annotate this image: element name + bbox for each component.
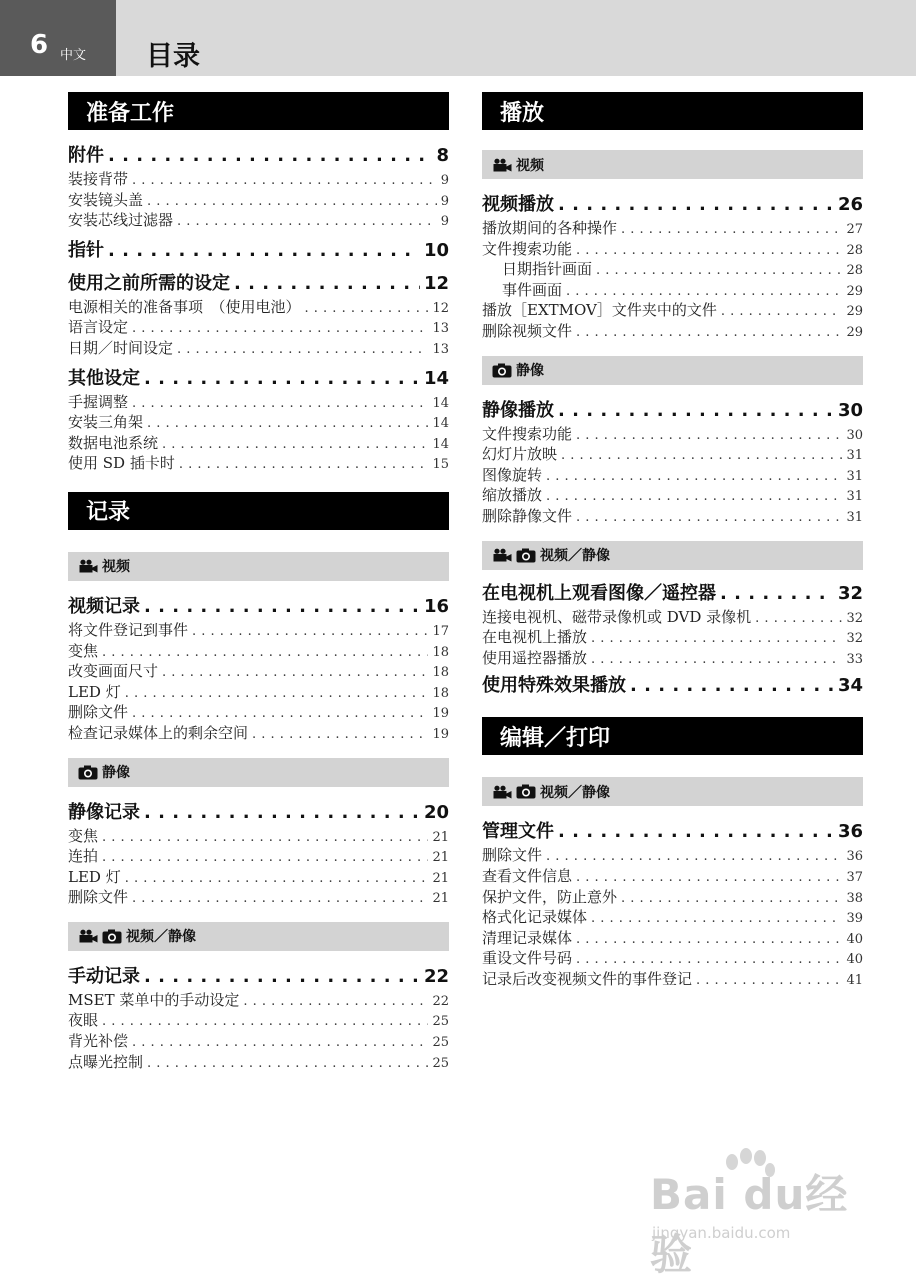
toc-subentry[interactable]: LED 灯 . . . 18 — [68, 682, 449, 703]
toc-subentry[interactable]: 在电视机上播放 . . . 32 — [482, 627, 863, 648]
toc-subentry[interactable]: 记录后改变视频文件的事件登记 . . . 41 — [482, 969, 863, 990]
toc-subentry[interactable]: 变焦 . . . 18 — [68, 641, 449, 662]
toc-subentry[interactable]: 将文件登记到事件 . . . 17 — [68, 620, 449, 641]
video-camera-icon — [78, 929, 98, 943]
still-camera-icon — [516, 548, 536, 563]
page-title: 目录 — [146, 41, 200, 72]
toc-subentry[interactable]: 图像旋转 . . . 31 — [482, 465, 863, 486]
section-record — [68, 492, 449, 530]
subsection-video: 视频 — [68, 552, 449, 581]
toc-subentry[interactable]: 点曝光控制 . . . 25 — [68, 1052, 449, 1073]
toc-subentry[interactable]: 清理记录媒体 . . . 40 — [482, 928, 863, 949]
left-column — [68, 92, 449, 1072]
toc-entry-other-settings[interactable]: 其他设定 . . . 14 — [68, 365, 449, 392]
toc-subentry[interactable]: 检查记录媒体上的剩余空间 . . . 19 — [68, 723, 449, 744]
section-prep — [68, 92, 449, 130]
section-title: 记录 — [86, 500, 131, 526]
still-camera-icon — [492, 363, 512, 378]
toc-subentry[interactable]: 连接电视机、磁带录像机或 DVD 录像机 . . . 32 — [482, 607, 863, 628]
section-title: 编辑／打印 — [500, 725, 611, 751]
section-playback — [482, 92, 863, 130]
toc-subentry[interactable]: 幻灯片放映 . . . 31 — [482, 444, 863, 465]
toc-subentry[interactable]: 删除静像文件 . . . 31 — [482, 506, 863, 527]
baidu-watermark — [648, 1150, 868, 1279]
toc-subentry[interactable]: 电源相关的准备事项 （使用电池） . . . 12 — [68, 297, 449, 318]
toc-subentry[interactable]: 语言设定 . . . 13 — [68, 317, 449, 338]
toc-subentry[interactable]: 文件搜索功能 . . . 28 — [482, 239, 863, 260]
section-edit-print — [482, 717, 863, 755]
toc-subentry[interactable]: MSET 菜单中的手动设定 . . . 22 — [68, 990, 449, 1011]
toc-subentry[interactable]: 保护文件，防止意外 . . . 38 — [482, 887, 863, 908]
toc-subentry[interactable]: 删除文件 . . . 36 — [482, 845, 863, 866]
toc-subentry[interactable]: 删除文件 . . . 21 — [68, 887, 449, 908]
toc-subentry[interactable]: 删除视频文件 . . . 29 — [482, 321, 863, 342]
subsection-video-still: 视频／静像 — [482, 541, 863, 570]
toc-subentry[interactable]: 删除文件 . . . 19 — [68, 702, 449, 723]
toc-entry-video-record[interactable]: 视频记录 . . . 16 — [68, 593, 449, 620]
still-camera-icon — [516, 784, 536, 799]
toc-subentry[interactable]: 背光补偿 . . . 25 — [68, 1031, 449, 1052]
toc-subentry[interactable]: 安装芯线过滤器 . . . 9 — [68, 210, 449, 231]
watermark-logo: Bai du经验 — [650, 1170, 849, 1279]
watermark-url: jingyan.baidu.com — [652, 1224, 791, 1242]
still-camera-icon — [78, 765, 98, 780]
toc-subentry[interactable]: 装接背带 . . . 9 — [68, 169, 449, 190]
subsection-still: 静像 — [68, 758, 449, 787]
toc-subentry[interactable]: 连拍 . . . 21 — [68, 846, 449, 867]
toc-subentry[interactable]: 日期指针画面 . . . 28 — [482, 259, 863, 280]
toc-subentry[interactable]: 重设文件号码 . . . 40 — [482, 948, 863, 969]
toc-subentry[interactable]: 播放期间的各种操作 . . . 27 — [482, 218, 863, 239]
video-camera-icon — [492, 548, 512, 562]
toc-entry-effects-playback[interactable]: 使用特殊效果播放 . . . 34 — [482, 672, 863, 699]
toc-entry-video-playback[interactable]: 视频播放 . . . 26 — [482, 191, 863, 218]
still-camera-icon — [102, 929, 122, 944]
section-title: 准备工作 — [86, 100, 175, 126]
page-number-box — [0, 0, 116, 76]
toc-entry-still-record[interactable]: 静像记录 . . . 20 — [68, 799, 449, 826]
toc-entry-manage-files[interactable]: 管理文件 . . . 36 — [482, 818, 863, 845]
toc-subentry[interactable]: 日期／时间设定 . . . 13 — [68, 338, 449, 359]
toc-entry-tv-remote[interactable]: 在电视机上观看图像／遥控器 . . . 32 — [482, 580, 863, 607]
toc-subentry[interactable]: 使用遥控器播放 . . . 33 — [482, 648, 863, 669]
toc-subentry[interactable]: 格式化记录媒体 . . . 39 — [482, 907, 863, 928]
toc-entry-still-playback[interactable]: 静像播放 . . . 30 — [482, 397, 863, 424]
toc-subentry[interactable]: 安装镜头盖 . . . 9 — [68, 190, 449, 211]
toc-subentry[interactable]: 变焦 . . . 21 — [68, 826, 449, 847]
toc-subentry[interactable]: 使用 SD 插卡时 . . . 15 — [68, 453, 449, 474]
toc-entry-pointer[interactable]: 指针 . . . 10 — [68, 237, 449, 264]
page-language: 中文 — [60, 48, 87, 63]
toc-subentry[interactable]: 夜眼 . . . 25 — [68, 1010, 449, 1031]
video-camera-icon — [78, 559, 98, 573]
subsection-still: 静像 — [482, 356, 863, 385]
subsection-video: 视频 — [482, 150, 863, 179]
subsection-video-still: 视频／静像 — [68, 922, 449, 951]
toc-subentry[interactable]: 文件搜索功能 . . . 30 — [482, 424, 863, 445]
toc-subentry[interactable]: 改变画面尺寸 . . . 18 — [68, 661, 449, 682]
video-camera-icon — [492, 785, 512, 799]
right-column — [482, 92, 863, 989]
toc-subentry[interactable]: 安装三角架 . . . 14 — [68, 412, 449, 433]
toc-subentry[interactable]: 数据电池系统 . . . 14 — [68, 433, 449, 454]
toc-subentry[interactable]: 手握调整 . . . 14 — [68, 392, 449, 413]
toc-subentry[interactable]: LED 灯 . . . 21 — [68, 867, 449, 888]
subsection-video-still: 视频／静像 — [482, 777, 863, 806]
toc-subentry[interactable]: 事件画面 . . . 29 — [482, 280, 863, 301]
toc-entry-manual-record[interactable]: 手动记录 . . . 22 — [68, 963, 449, 990]
toc-subentry[interactable]: 查看文件信息 . . . 37 — [482, 866, 863, 887]
toc-subentry[interactable]: 播放［EXTMOV］文件夹中的文件 . . . 29 — [482, 300, 863, 321]
video-camera-icon — [492, 158, 512, 172]
toc-entry-accessories[interactable]: 附件 . . . 8 — [68, 142, 449, 169]
toc-subentry[interactable]: 缩放播放 . . . 31 — [482, 485, 863, 506]
page-number: 6 — [30, 30, 49, 60]
section-title: 播放 — [500, 100, 545, 126]
toc-entry-setup[interactable]: 使用之前所需的设定 . . . 12 — [68, 270, 449, 297]
page-header — [0, 0, 916, 76]
